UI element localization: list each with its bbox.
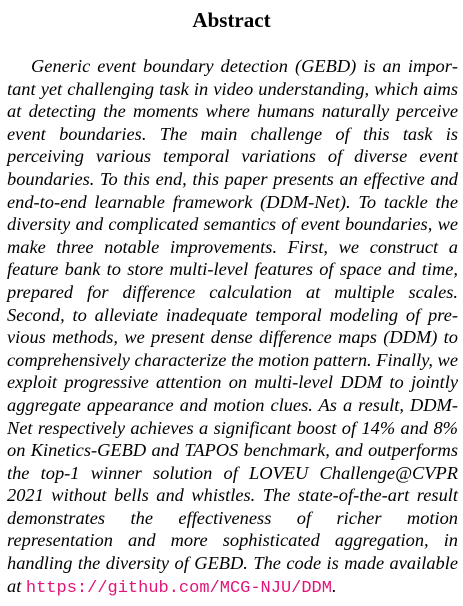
abstract-paragraph [7,55,458,600]
abstract-final-period: . [331,575,337,596]
abstract-heading: Abstract [192,8,271,32]
code-repository-link[interactable]: https://github.com/MCG-NJU/DDM [25,578,332,598]
abstract-body-text: Generic event boundary detection (GEBD) is an important yet challenging task in video understanding, which aims at detecting the moments where humans naturally perceive event boundaries. The main challenge of this task is perceiving various temporal variations of diverse event boundaries. To this end, this paper presents an effective and end-to-end learnable framework (DDM-Net). To tackle the diversity and complicated semantics of event boundaries, we make three notable improvements. First, we construct a feature bank to store multi-level features of space and time, prepared for difference calculation at multiple scales. Second, to alleviate inadequate temporal modeling of previous methods, we present dense difference maps (DDM) to comprehensively characterize the motion pattern. Finally, we exploit progressive attention on multi-level DDM to jointly aggregate appearance and motion clues. As a result, DDM-Net respectively achieves a significant boost of 14% and 8% on Kinetics-GEBD and TAPOS benchmark, and outperforms the top-1 winner solution of LOVEU Challenge@CVPR 2021 without bells and whistles. The state-of-the-art result demonstrates the effectiveness of richer motion representation and more sophisticated aggregation, in handling the diversity of GEBD. The code is made available at [7,56,458,596]
